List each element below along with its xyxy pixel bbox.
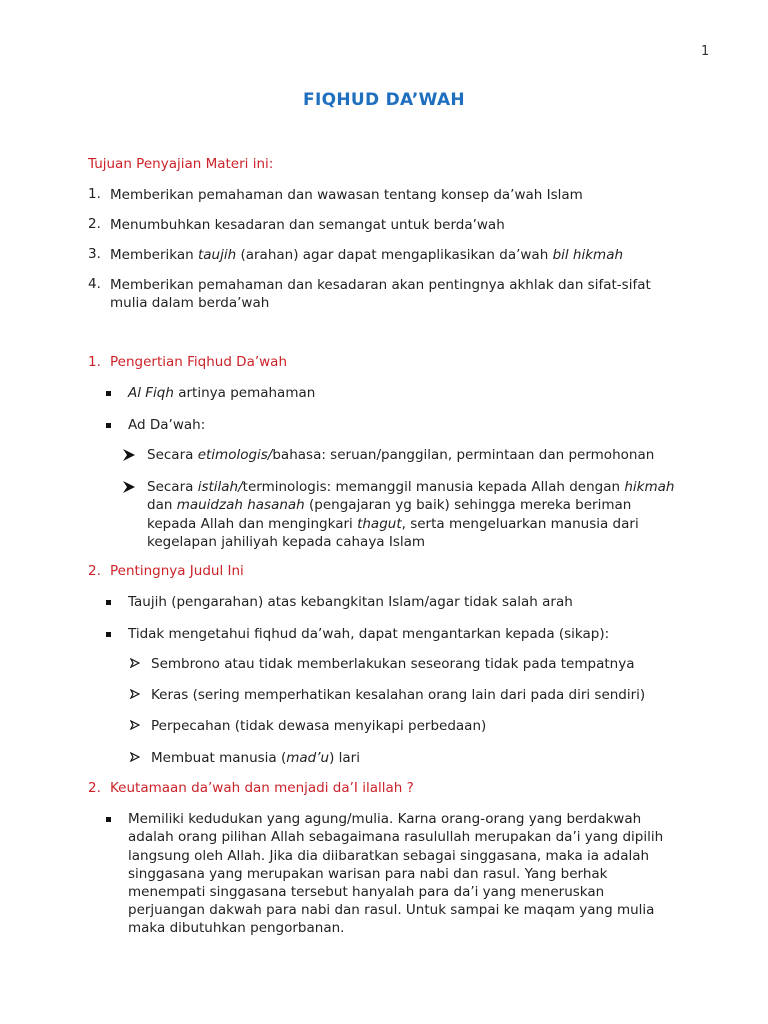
italic-text: taujih [197,247,237,263]
bullet-text [147,515,639,533]
bullet-text: kegelapan jahiliyah kepada cahaya Islam [147,534,426,550]
italic-text: istilah/ [197,479,243,495]
bullet-text [147,496,631,514]
arrow-bullet-outline-icon [130,720,140,730]
page-title: FIQHUD DA’WAH [303,90,465,110]
paragraph-line: perjuangan dakwah para nabi dan rasul. Untuk sampai ke maqam yang mulia [128,902,655,918]
text-run: Secara [147,479,198,495]
paragraph-line: Memiliki kedudukan yang agung/mulia. Karna orang-orang yang berdakwah [128,811,642,827]
italic-text: mauidzah hasanah [176,497,305,513]
bullet-text: Taujih (pengarahan) atas kebangkitan Islam/agar tidak salah arah [128,594,573,610]
paragraph-line: adalah orang pilihan Allah sebagaimana rasulullah merupakan da’i yang dipilih [128,829,664,845]
paragraph-line: singgasana yang merupakan warisan para nabi dan rasul. Yang berhak [128,866,608,882]
italic-text: bil hikmah [552,247,624,263]
arrow-bullet-outline-icon [130,658,140,668]
list-number: 1. [88,186,101,202]
text-run: Membuat manusia ( [151,750,287,766]
arrow-bullet-outline-icon [130,752,140,762]
text-run: bahasa: seruan/panggilan, permintaan dan permohonan [272,447,655,463]
section-number: 1. [88,354,101,370]
bullet-text: Ad Da’wah: [128,417,206,433]
italic-text: etimologis/ [197,447,273,463]
square-bullet-icon [106,600,111,605]
arrow-bullet-outline-icon [130,689,140,699]
bullet-text [147,446,654,464]
page-number: 1 [701,44,710,59]
bullet-text: Tidak mengetahui fiqhud da’wah, dapat mengantarkan kepada (sikap): [128,626,610,642]
text-run: (pengajaran yg baik) sehingga mereka beriman [304,497,632,513]
list-text: Menumbuhkan kesadaran dan semangat untuk berda’wah [110,217,505,233]
square-bullet-icon [106,391,111,396]
text-run: Memberikan [110,247,198,263]
square-bullet-icon [106,632,111,637]
text-run: artinya pemahaman [173,385,316,401]
list-text: Memberikan pemahaman dan kesadaran akan pentingnya akhlak dan sifat-sifat [110,277,651,293]
paragraph-line: menempati singgasana tersebut hanyalah para da’i yang meneruskan [128,884,605,900]
list-text [110,246,623,264]
section-heading: Keutamaan da’wah dan menjadi da’I ilallah ? [110,780,414,796]
section-heading: Pengertian Fiqhud Da’wah [110,354,288,370]
text-run: , serta mengeluarkan manusia dari [401,516,639,532]
bullet-text [151,749,360,767]
square-bullet-icon [106,817,111,822]
objectives-heading: Tujuan Penyajian Materi ini: [88,156,274,172]
italic-text: mad’u [286,750,330,766]
list-text: Memberikan pemahaman dan wawasan tentang konsep da’wah Islam [110,187,583,203]
bullet-text [147,478,674,496]
paragraph-line: langsung oleh Allah. Jika dia diibaratkan sebagai singgasana, maka ia adalah [128,848,650,864]
bullet-text: Perpecahan (tidak dewasa menyikapi perbedaan) [151,718,487,734]
bullet-text [128,384,315,402]
arrow-bullet-icon [123,449,135,461]
text-run: (arahan) agar dapat mengaplikasikan da’wah [236,247,553,263]
bullet-text: Keras (sering memperhatikan kesalahan orang lain dari pada diri sendiri) [151,687,646,703]
italic-text: hikmah [624,479,675,495]
section-number: 2. [88,780,101,796]
square-bullet-icon [106,423,111,428]
paragraph-line: maka dibutuhkan pengorbanan. [128,920,345,936]
text-run: Secara [147,447,198,463]
text-run: terminologis: memanggil manusia kepada Allah dengan [242,479,625,495]
text-run: ) lari [329,750,360,766]
section-number: 2. [88,563,101,579]
section-heading: Pentingnya Judul Ini [110,563,244,579]
italic-text: Al Fiqh [128,385,174,401]
arrow-bullet-icon [123,481,135,493]
list-number: 3. [88,246,101,262]
text-run: dan [147,497,177,513]
italic-text: thagut [357,516,402,532]
bullet-text: Sembrono atau tidak memberlakukan seseorang tidak pada tempatnya [151,656,635,672]
list-number: 2. [88,216,101,232]
list-number: 4. [88,276,101,292]
list-text: mulia dalam berda’wah [110,295,270,311]
text-run: kepada Allah dan mengingkari [147,516,358,532]
